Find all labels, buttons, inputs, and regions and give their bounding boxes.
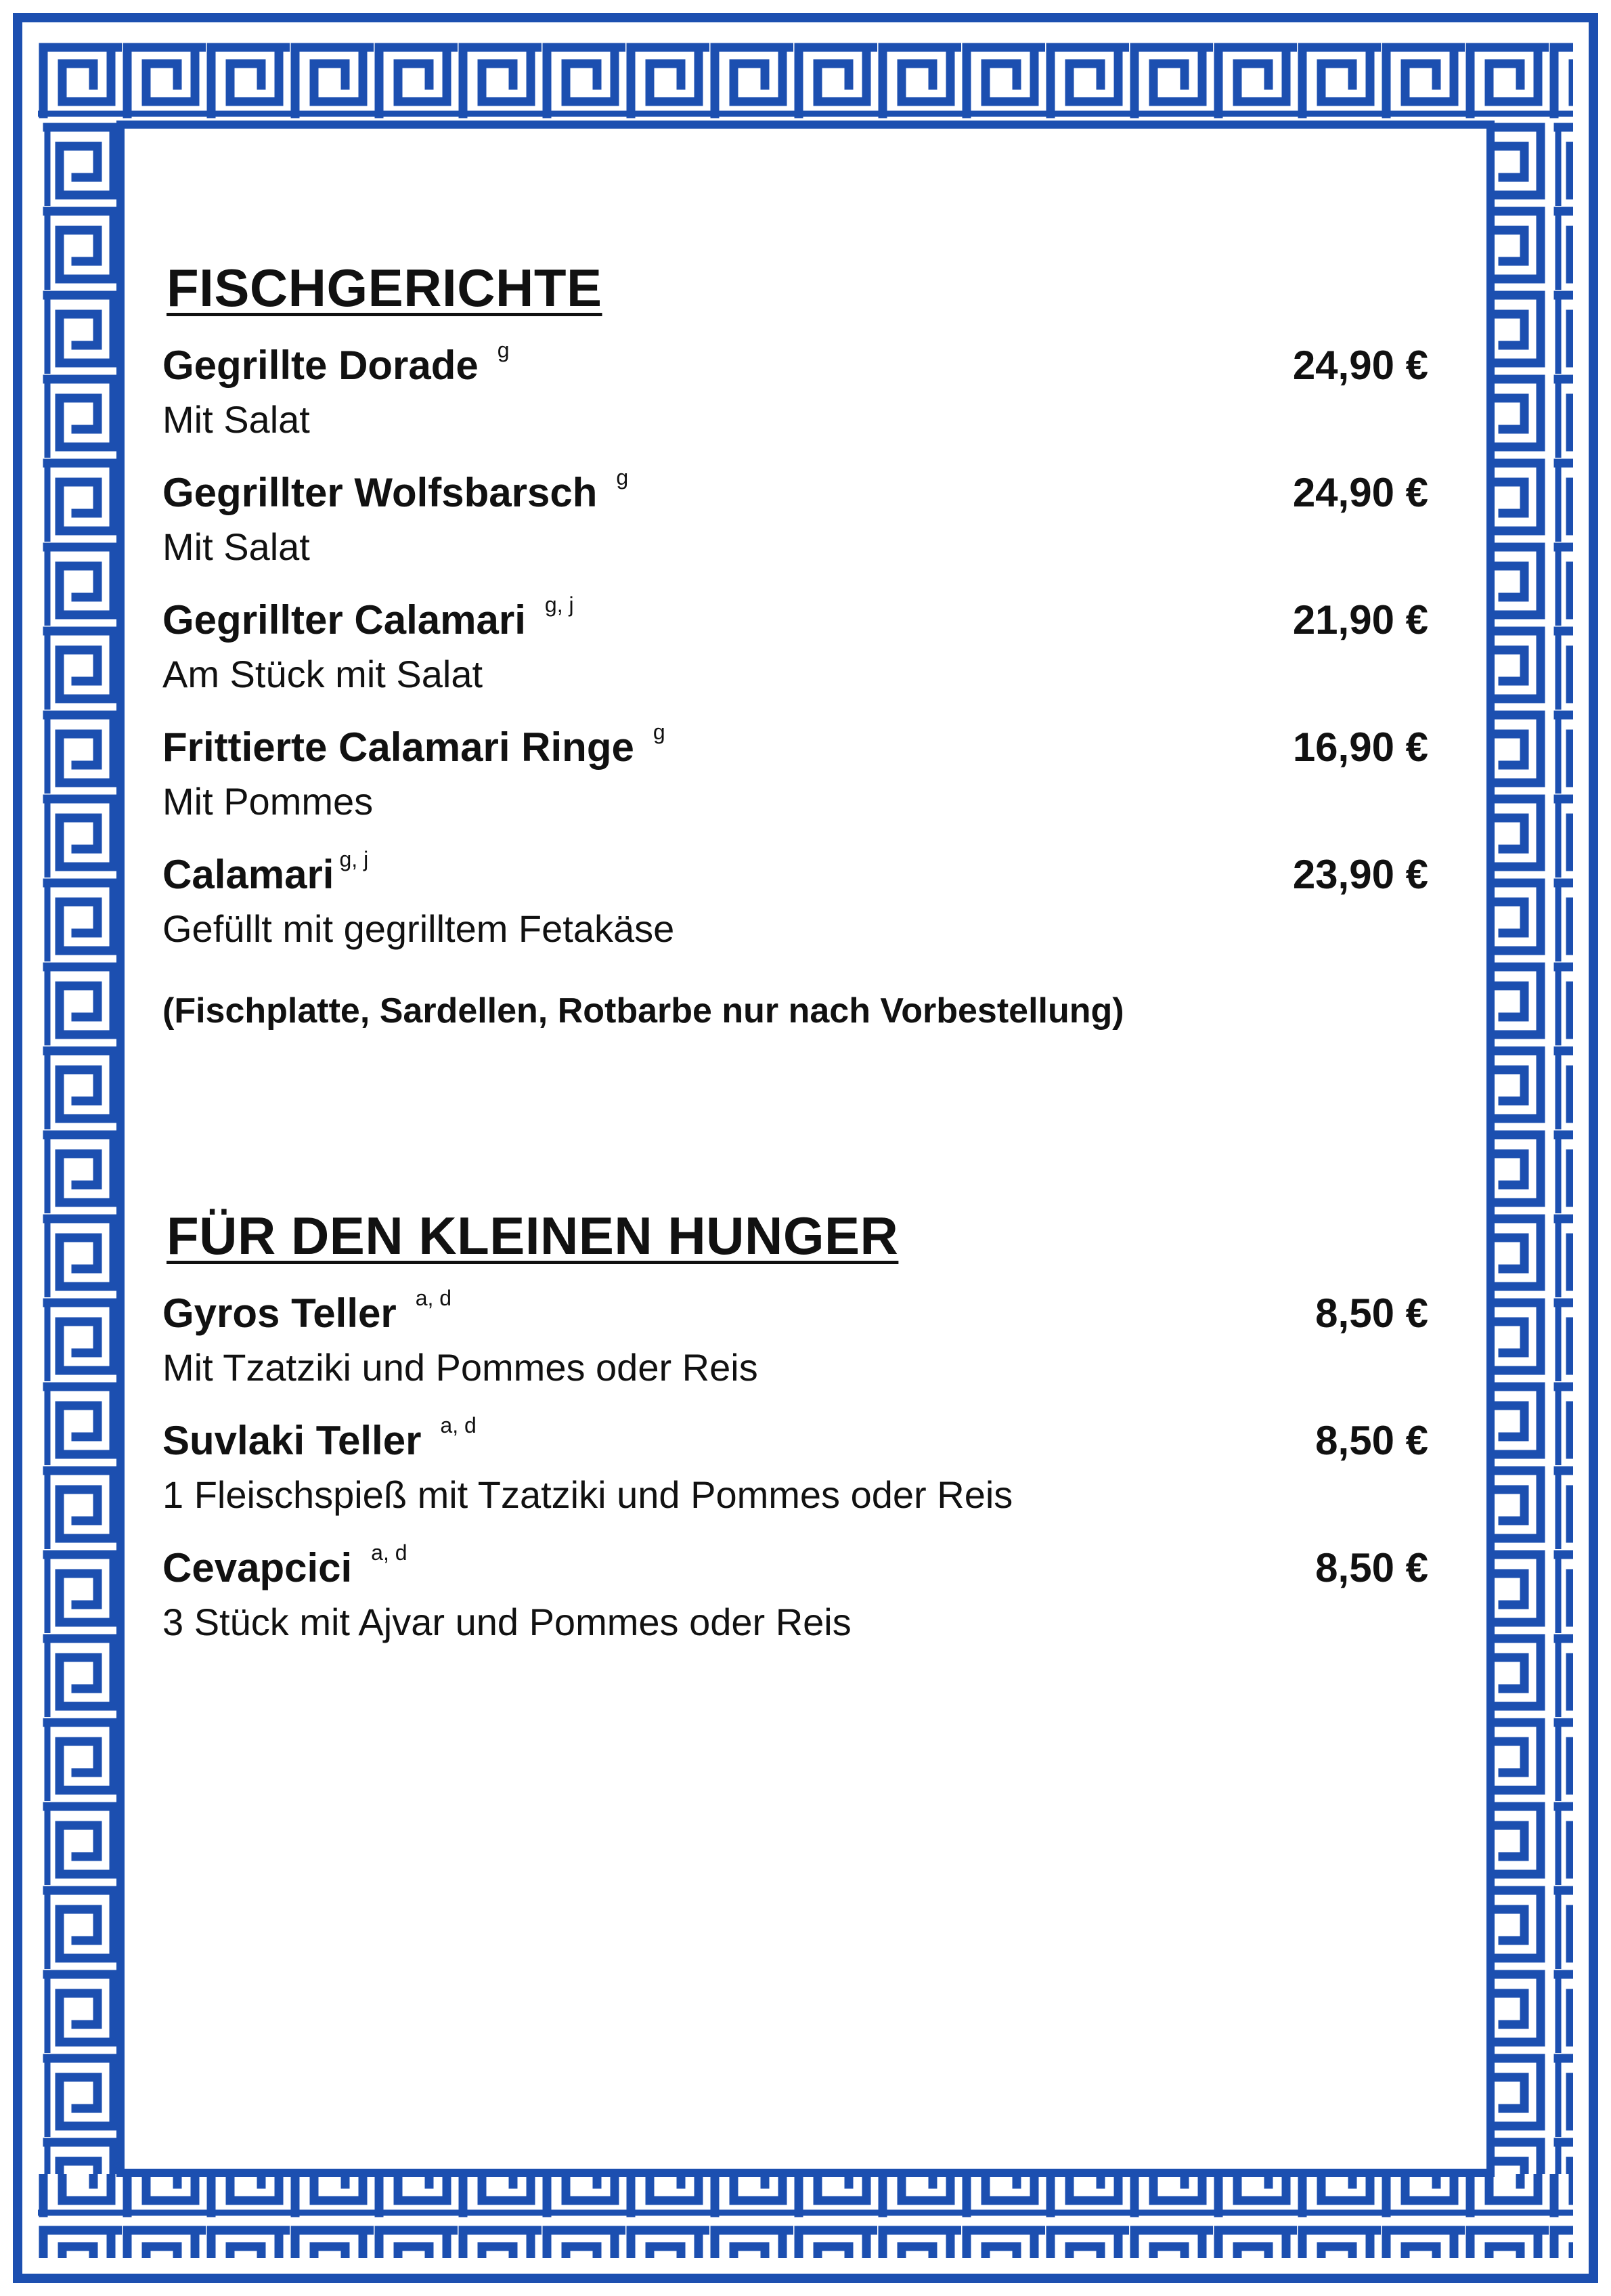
dish-description: Mit Salat <box>162 398 310 441</box>
section-title: FÜR DEN KLEINEN HUNGER <box>167 1206 899 1265</box>
section-title: FISCHGERICHTE <box>167 258 602 318</box>
menu-item <box>162 847 1428 978</box>
dish-description: 1 Fleischspieß mit Tzatziki und Pommes oder Reis <box>162 1473 1013 1516</box>
allergen-code: g, j <box>544 592 574 617</box>
section-kleiner-hunger <box>162 1205 1428 1672</box>
dish-description: Mit Salat <box>162 525 310 568</box>
dish-name: Suvlaki Teller $^{a, d}$ <box>162 1413 477 1463</box>
menu-content <box>162 244 1428 2004</box>
allergen-code: a, d <box>415 1286 452 1310</box>
dish-price: 8,50 € <box>1315 1418 1428 1463</box>
dish-price: 23,90 € <box>1292 852 1428 897</box>
dish-name: Calamari $^{g, j}$ <box>162 847 369 897</box>
dish-description: Gefüllt mit gegrilltem Fetakäse <box>162 907 675 950</box>
dish-name: Gegrillte Dorade $^g$ <box>162 338 510 388</box>
dish-price: 8,50 € <box>1315 1545 1428 1590</box>
dish-name: Gegrillter Wolfsbarsch $^g$ <box>162 465 629 515</box>
dish-description: Mit Pommes <box>162 780 374 823</box>
section-fischgerichte <box>162 257 1428 1031</box>
dish-price: 8,50 € <box>1315 1291 1428 1336</box>
allergen-code: g <box>653 720 665 744</box>
menu-item <box>162 338 1428 469</box>
dish-price: 24,90 € <box>1292 470 1428 515</box>
dish-name: Frittierte Calamari Ringe $^g$ <box>162 720 665 770</box>
allergen-code: a, d <box>440 1413 477 1437</box>
preorder-note: (Fischplatte, Sardellen, Rotbarbe nur nach Vorbestellung) <box>162 991 1124 1031</box>
dish-description: 3 Stück mit Ajvar und Pommes oder Reis <box>162 1601 852 1643</box>
menu-item <box>162 465 1428 597</box>
dish-name: Cevapcici $^{a, d}$ <box>162 1540 407 1590</box>
allergen-code: g <box>616 465 629 490</box>
menu-item <box>162 1286 1428 1417</box>
allergen-code: g, j <box>339 847 369 871</box>
menu-item <box>162 1413 1428 1544</box>
dish-price: 16,90 € <box>1292 724 1428 770</box>
dish-name: Gyros Teller $^{a, d}$ <box>162 1286 452 1336</box>
menu-item <box>162 1540 1428 1672</box>
menu-item <box>162 720 1428 851</box>
allergen-code: g <box>497 338 510 362</box>
menu-item <box>162 592 1428 724</box>
dish-price: 21,90 € <box>1292 597 1428 643</box>
allergen-code: a, d <box>371 1540 407 1565</box>
dish-name: Gegrillter Calamari $^{g, j}$ <box>162 592 574 643</box>
dish-price: 24,90 € <box>1292 343 1428 388</box>
dish-description: Am Stück mit Salat <box>162 653 483 695</box>
dish-description: Mit Tzatziki und Pommes oder Reis <box>162 1346 758 1389</box>
